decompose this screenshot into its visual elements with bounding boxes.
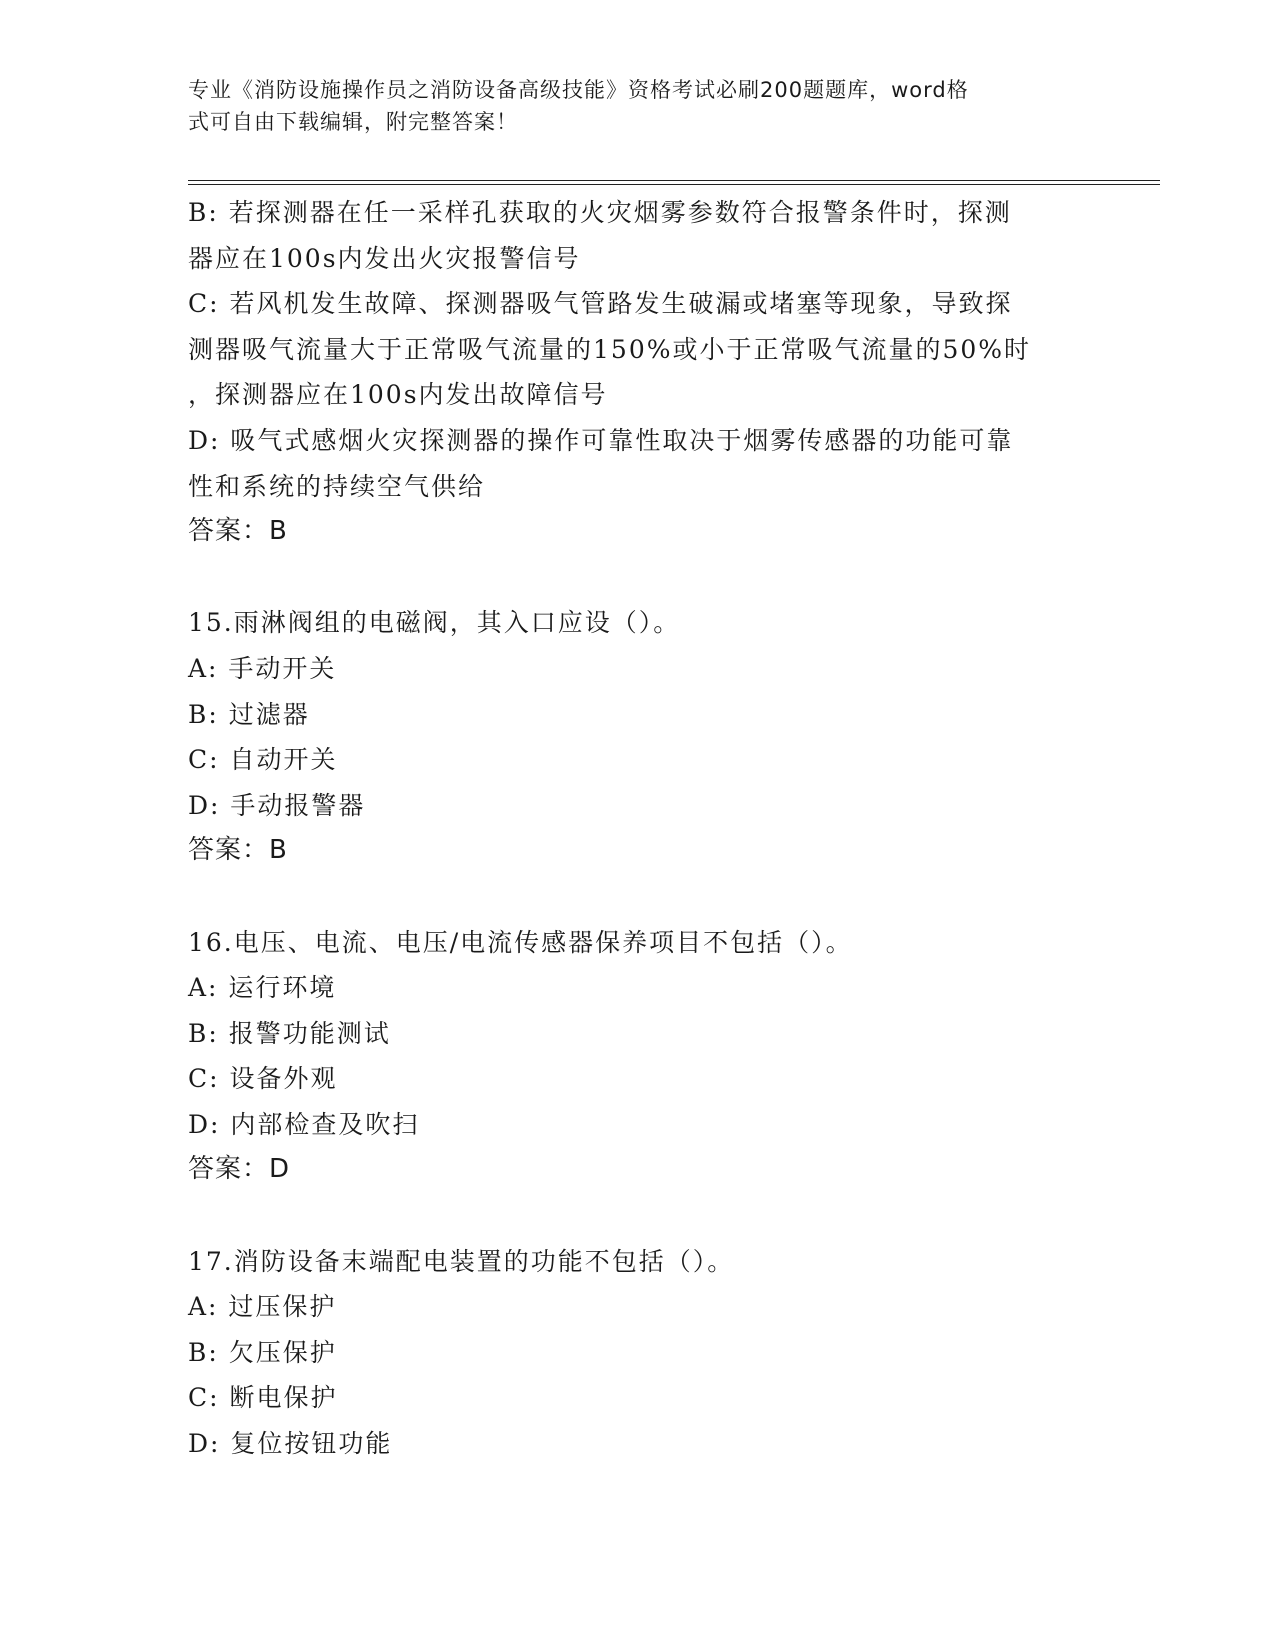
answer-15: 答案：B <box>188 835 288 866</box>
answer-16: 答案：D <box>188 1154 291 1185</box>
document-body <box>188 190 1088 1467</box>
option-d: D: 复位按钮功能 <box>188 1429 393 1459</box>
option-a: A: 运行环境 <box>188 973 337 1003</box>
spacer <box>188 555 1088 601</box>
option-c: C: 断电保护 <box>188 1383 338 1413</box>
option-a: A: 过压保护 <box>188 1292 337 1322</box>
page-header <box>188 74 1088 138</box>
header-rule-bottom <box>188 184 1160 185</box>
option-c-line-2: 测器吸气流量大于正常吸气流量的150%或小于正常吸气流量的50%时 <box>188 334 1032 364</box>
option-b: B: 报警功能测试 <box>188 1018 391 1048</box>
answer-14: 答案：B <box>188 516 288 547</box>
question-16-text: 16.电压、电流、电压/电流传感器保养项目不包括（）。 <box>188 927 853 957</box>
option-c-line-1: C: 若风机发生故障、探测器吸气管路发生破漏或堵塞等现象，导致探 <box>188 289 1013 319</box>
question-16 <box>188 920 1088 1194</box>
spacer <box>188 874 1088 920</box>
header-line-1: 专业《消防设施操作员之消防设备高级技能》资格考试必刷200题题库，word格 <box>188 78 969 102</box>
header-line-2: 式可自由下载编辑，附完整答案！ <box>188 110 518 134</box>
option-b-line-2: 器应在100s内发出火灾报警信号 <box>188 243 581 273</box>
question-15-text: 15.雨淋阀组的电磁阀，其入口应设（）。 <box>188 608 681 638</box>
question-15 <box>188 600 1088 874</box>
header-rule-top <box>188 180 1160 181</box>
spacer <box>188 1193 1088 1239</box>
option-b: B: 过滤器 <box>188 699 310 729</box>
option-c: C: 自动开关 <box>188 745 338 775</box>
option-b-line-1: B: 若探测器在任一采样孔获取的火灾烟雾参数符合报警条件时，探测 <box>188 198 1012 227</box>
question-17-text: 17.消防设备末端配电装置的功能不包括（）。 <box>188 1246 735 1276</box>
question-17 <box>188 1239 1088 1467</box>
option-d-line-2: 性和系统的持续空气供给 <box>188 471 486 501</box>
option-d: D: 手动报警器 <box>188 790 366 820</box>
option-c: C: 设备外观 <box>188 1064 338 1094</box>
option-b: B: 欠压保护 <box>188 1337 337 1367</box>
option-d-line-1: D: 吸气式感烟火灾探测器的操作可靠性取决于烟雾传感器的功能可靠 <box>188 425 1014 455</box>
option-c-line-3: ，探测器应在100s内发出故障信号 <box>188 380 608 410</box>
option-a: A: 手动开关 <box>188 653 337 683</box>
option-d: D: 内部检查及吹扫 <box>188 1109 420 1139</box>
question-14-options <box>188 190 1088 555</box>
